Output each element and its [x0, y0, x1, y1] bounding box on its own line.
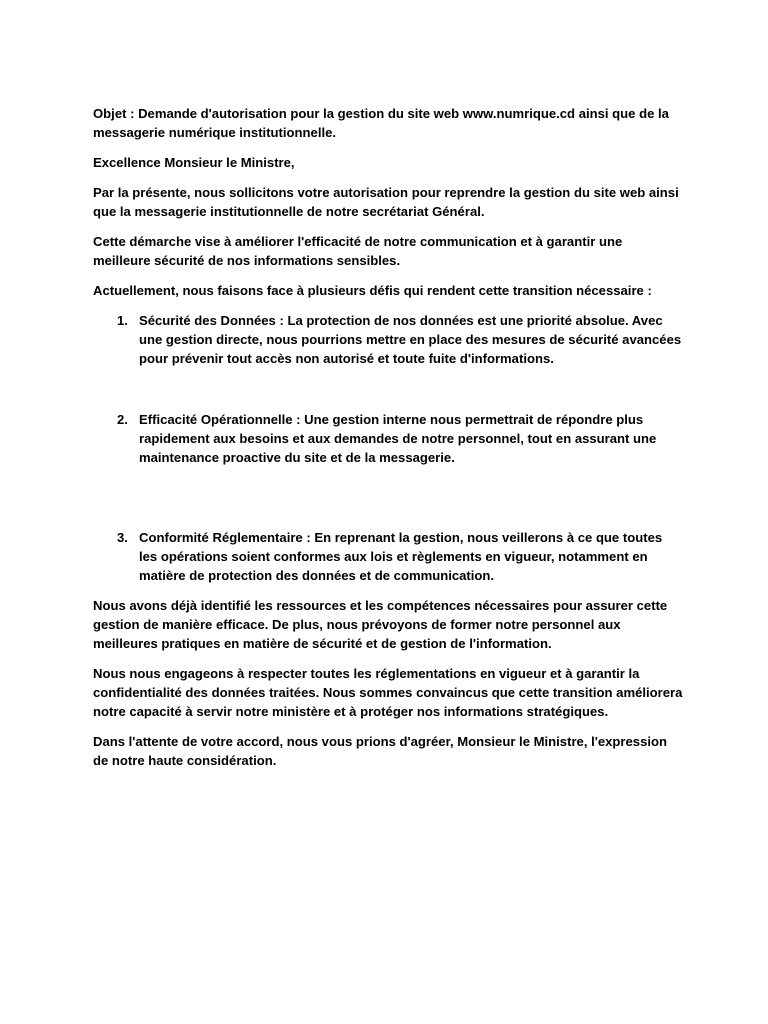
letter-paragraph-resources: Nous avons déjà identifié les ressources et les compétences nécessaires pour assurer cette gestion de manière efficace. De plus, nous prévoyons de former notre personnel aux meilleures pratiques en matière de sécurité et de gestion de l'information.	[93, 598, 668, 651]
list-item-text: Efficacité Opérationnelle : Une gestion interne nous permettrait de répondre plus rapidement aux besoins et aux demandes de notre personnel, tout en assurant une maintenance proactive du site et de la messagerie.	[139, 412, 657, 465]
list-item	[93, 311, 683, 368]
letter-paragraph-purpose: Cette démarche vise à améliorer l'efficacité de notre communication et à garantir une meilleure sécurité de nos informations sensibles.	[93, 234, 623, 268]
letter-body	[93, 104, 683, 781]
letter-paragraph-commitment: Nous nous engageons à respecter toutes les réglementations en vigueur et à garantir la confidentialité des données traitées. Nous sommes convaincus que cette transition améliorera notre capacité à servir notre ministère et à protéger nos informations stratégiques.	[93, 666, 683, 719]
letter-paragraph-request: Par la présente, nous sollicitons votre autorisation pour reprendre la gestion du site web ainsi que la messagerie institutionnelle de notre secrétariat Général.	[93, 185, 679, 219]
challenges-list	[93, 311, 683, 585]
letter-salutation: Excellence Monsieur le Ministre,	[93, 155, 295, 170]
letter-closing: Dans l'attente de votre accord, nous vous prions d'agréer, Monsieur le Ministre, l'expression de notre haute considération.	[93, 734, 667, 768]
list-item-number: 3.	[117, 530, 128, 545]
letter-subject: Objet : Demande d'autorisation pour la gestion du site web www.numrique.cd ainsi que de la messagerie numérique institutionnelle.	[93, 106, 669, 140]
list-item-number: 2.	[117, 412, 128, 427]
list-item-text: Sécurité des Données : La protection de nos données est une priorité absolue. Avec une gestion directe, nous pourrions mettre en place des mesures de sécurité avancées pour prévenir tout accès non autorisé et toute fuite d'informations.	[139, 313, 682, 366]
list-item-number: 1.	[117, 313, 128, 328]
list-item-text: Conformité Réglementaire : En reprenant la gestion, nous veillerons à ce que toutes les opérations soient conformes aux lois et règlements en vigueur, notamment en matière de protection des données et de communication.	[139, 530, 663, 583]
letter-paragraph-challenges-intro: Actuellement, nous faisons face à plusieurs défis qui rendent cette transition nécessaire :	[93, 283, 652, 298]
list-item	[93, 410, 683, 467]
list-item	[93, 528, 683, 585]
